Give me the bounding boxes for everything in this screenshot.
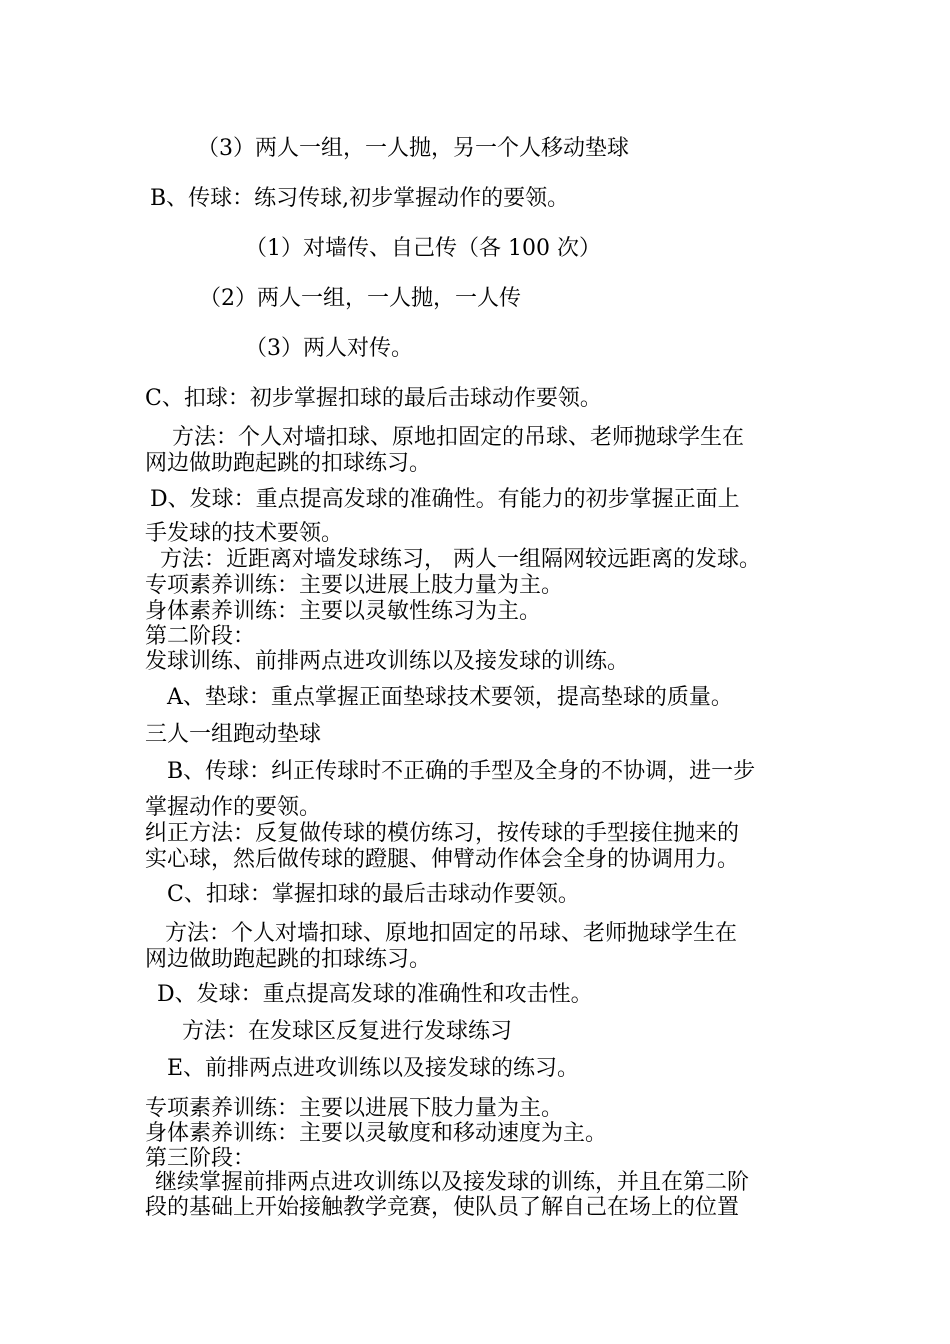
text-line: 网边做助跑起跳的扣球练习。	[145, 451, 432, 476]
text-line: 发球训练、前排两点进攻训练以及接发球的训练。	[145, 649, 630, 674]
text-line: 专项素养训练：主要以进展上肢力量为主。	[145, 573, 564, 598]
section-heading: 第三阶段：	[145, 1146, 256, 1171]
text-line: （3）两人对传。	[245, 336, 413, 361]
text-line: （1）对墙传、自己传（各 100 次）	[245, 236, 601, 261]
text-line: 方法：个人对墙扣球、原地扣固定的吊球、老师抛球学生在	[165, 921, 738, 946]
text-line: D、发球：重点提高发球的准确性。有能力的初步掌握正面上	[150, 487, 740, 512]
text-line: 专项素养训练：主要以进展下肢力量为主。	[145, 1096, 564, 1121]
text-line: 身体素养训练：主要以灵敏度和移动速度为主。	[145, 1121, 608, 1146]
text-line: 实心球，然后做传球的蹬腿、伸臂动作体会全身的协调用力。	[145, 847, 740, 872]
text-line: 方法：个人对墙扣球、原地扣固定的吊球、老师抛球学生在	[172, 425, 745, 450]
text-line: B、传球：练习传球,初步掌握动作的要领。	[150, 186, 570, 211]
text-line: B、传球：纠正传球时不正确的手型及全身的不协调，进一步	[167, 759, 756, 784]
text-line: 方法：近距离对墙发球练习， 两人一组隔网较远距离的发球。	[160, 547, 761, 572]
text-line: C、扣球：掌握扣球的最后击球动作要领。	[167, 882, 580, 907]
text-line: 段的基础上开始接触教学竞赛，使队员了解自己在场上的位置	[145, 1195, 740, 1220]
text-line: C、扣球：初步掌握扣球的最后击球动作要领。	[145, 386, 602, 411]
text-line: 方法：在发球区反复进行发球练习	[182, 1019, 513, 1044]
text-line: 手发球的技术要领。	[145, 521, 344, 546]
text-line: A、垫球：重点掌握正面垫球技术要领，提高垫球的质量。	[167, 685, 733, 710]
text-line: E、前排两点进攻训练以及接发球的练习。	[167, 1056, 580, 1081]
text-line: 纠正方法：反复做传球的模仿练习，按传球的手型接住抛来的	[145, 821, 740, 846]
text-line: D、发球：重点提高发球的准确性和攻击性。	[157, 982, 593, 1007]
text-line: 网边做助跑起跳的扣球练习。	[145, 947, 432, 972]
text-line: （3）两人一组，一人抛，另一个人移动垫球	[197, 136, 629, 161]
text-line: 身体素养训练：主要以灵敏性练习为主。	[145, 599, 542, 624]
text-line: （2）两人一组，一人抛，一人传	[199, 286, 521, 311]
text-line: 继续掌握前排两点进攻训练以及接发球的训练，并且在第二阶	[155, 1170, 750, 1195]
section-heading: 第二阶段：	[145, 624, 256, 649]
text-line: 掌握动作的要领。	[145, 795, 322, 820]
text-line: 三人一组跑动垫球	[145, 722, 322, 747]
